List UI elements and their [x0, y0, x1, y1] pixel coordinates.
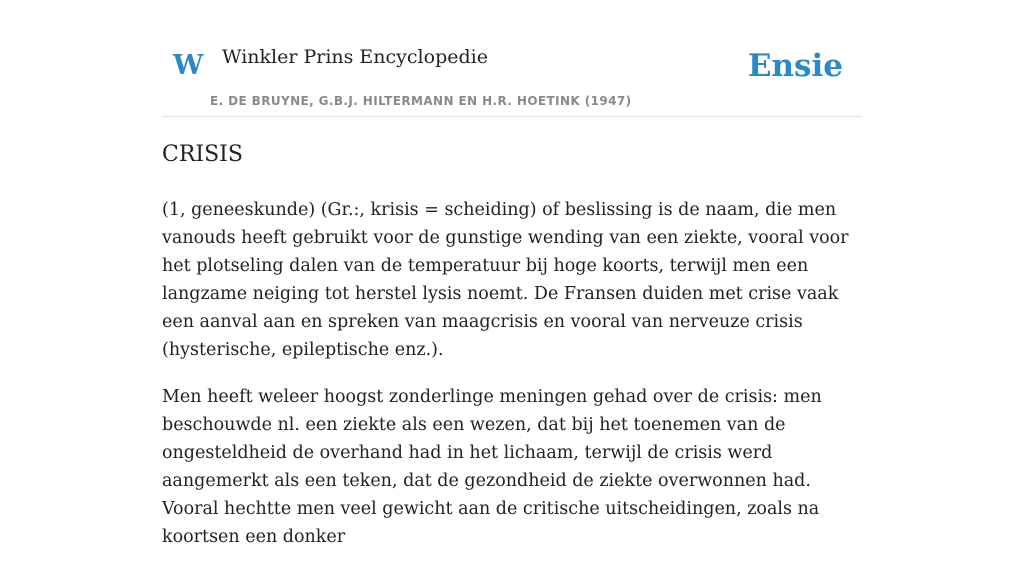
article-title: CRISIS — [162, 142, 243, 167]
source-authors: E. DE BRUYNE, G.B.J. HILTERMANN EN H.R. HOETINK (1947) — [210, 94, 632, 108]
brand-logo[interactable]: Ensie — [747, 48, 843, 84]
article-paragraph: (1, geneeskunde) (Gr.:, krisis = scheiding) of beslissing is de naam, die men vanouds heeft gebruikt voor de gunstige wending van een ziekte, vooral voor het plotseling dalen van de temperatuur bij hoge koorts, terwijl men een langzame neiging tot herstel lysis noemt. De Fransen duiden met crise vaak een aanval aan en spreken van maagcrisis en vooral van nerveuze crisis (hysterische, epileptische enz.). — [162, 200, 849, 360]
header — [162, 0, 862, 117]
source-logo[interactable]: W — [173, 50, 204, 81]
article-paragraph: Men heeft weleer hoogst zonderlinge meningen gehad over de crisis: men beschouwde nl. een ziekte als een wezen, dat bij het toenemen van de ongesteldheid de overhand had in het lichaam, terwijl de crisis werd aangemerkt als een teken, dat de gezondheid de ziekte overwonnen had. Vooral hechtte men veel gewicht aan de critische uitscheidingen, zoals na koortsen een donker — [162, 387, 822, 547]
source-title[interactable]: Winkler Prins Encyclopedie — [222, 46, 488, 68]
article — [162, 138, 862, 570]
